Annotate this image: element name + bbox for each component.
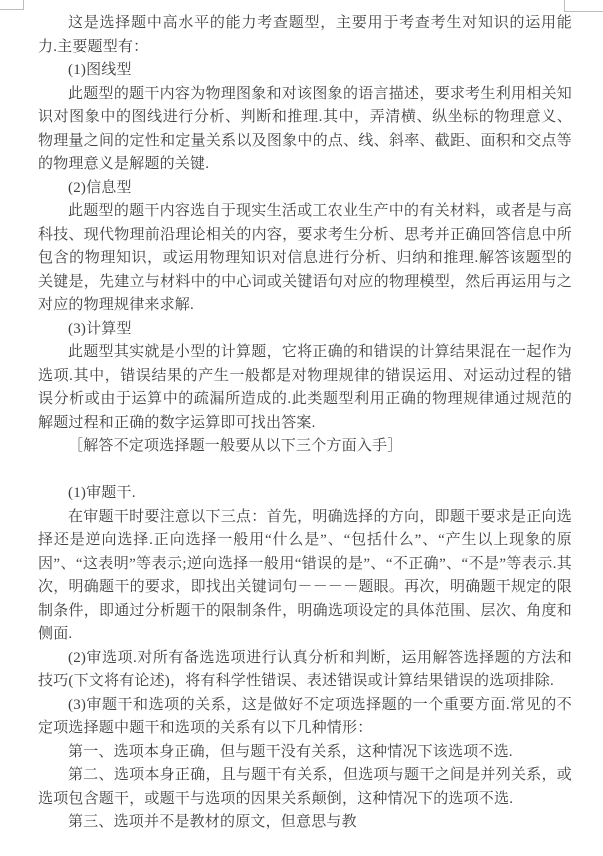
paragraph: (2)信息型 xyxy=(68,179,132,196)
paragraph: (3)审题干和选项的关系，这是做好不定项选择题的一个重要方面.常见的不定项选择题中题干和选项的关系有以下几种情形： xyxy=(38,696,572,736)
paragraph: 此题型的题干内容为物理图象和对该图象的语言描述，要求考生利用相关知识对图象中的图线进行分析、判断和推理.其中，弄清横、纵坐标的物理意义、物理量之间的定性和定量关系以及图象中的点、线、斜率、截距、面积和交点等的物理意义是解题的关键. xyxy=(38,85,572,172)
paragraph: 此题型的题干内容选自于现实生活或工农业生产中的有关材料，或者是与高科技、现代物理前沿理论相关的内容，要求考生分析、思考并正确回答信息中所包含的物理知识，或运用物理知识对信息进行分析、归纳和推理.解答该题型的关键是，先建立与材料中的中心词或关键语句对应的物理模型，然后再运用与之对应的物理规律来求解. xyxy=(38,203,572,313)
paragraph: 这是选择题中高水平的能力考查题型，主要用于考查考生对知识的运用能力.主要题型有： xyxy=(38,15,572,55)
paragraph: 第一、选项本身正确，但与题干没有关系，这种情况下该选项不选. xyxy=(68,743,513,760)
paragraph: ［解答不定项选择题一般要从以下三个方面入手］ xyxy=(68,438,403,454)
paragraph: 在审题干时要注意以下三点：首先，明确选择的方向，即题干要求是正向选择还是逆向选择.正向选择一般用“什么是”、“包括什么”、“产生以上现象的原因”、“这表明”等表示;逆向选择一般用“错误的是”、“不正确”、“不是”等表示.其次，明确题干的要求，即找出关键词句－－－－题眼。再次，明确题干规定的限制条件，即通过分析题干的限制条件，明确选项设定的具体范围、层次、角度和侧面. xyxy=(38,508,572,642)
document-body xyxy=(38,12,572,835)
paragraph: (1)审题干. xyxy=(68,485,136,501)
paragraph: (1)图线型 xyxy=(68,62,132,78)
corner-mark-left xyxy=(0,0,24,10)
paragraph: (2)审选项.对所有备选选项进行认真分析和判断，运用解答选择题的方法和技巧(下文将有论述)，将有科学性错误、表述错误或计算结果错误的选项排除. xyxy=(38,649,572,689)
paragraph: 第二、选项本身正确，且与题干有关系，但选项与题干之间是并列关系，或选项包含题干，或题干与选项的因果关系颠倒，这种情况下的选项不选. xyxy=(38,767,572,807)
paragraph: (3)计算型 xyxy=(68,320,132,337)
blank-line xyxy=(38,459,572,483)
paragraph: 第三、选项并不是教材的原文，但意思与教 xyxy=(68,814,357,830)
paragraph: 此题型其实就是小型的计算题，它将正确的和错误的计算结果混在一起作为选项.其中，错误结果的产生一般都是对物理规律的错误运用、对运动过程的错误分析或由于运算中的疏漏所造成的.此类题型利用正确的物理规律通过规范的解题过程和正确的数字运算即可找出答案. xyxy=(38,344,572,431)
corner-mark-right xyxy=(564,0,603,12)
